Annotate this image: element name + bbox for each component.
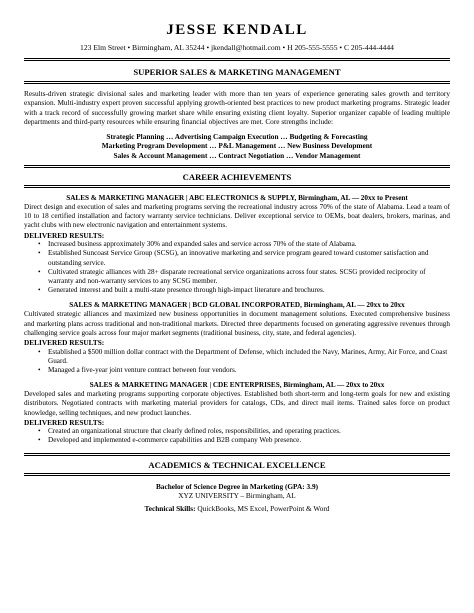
- result-item: • Developed and implemented e-commerce capabilities and B2B company Web presence.: [38, 436, 302, 445]
- career-title-divider: [24, 185, 450, 188]
- result-item: • Cultivated strategic alliances with 28+ disparate recreational service organizations across four states. SCSG provided reciprocity of warranty and non-warranty services to any SCSG member.: [38, 267, 426, 285]
- education-divider: [24, 453, 450, 456]
- header-divider: [24, 58, 450, 61]
- bullet-icon: •: [38, 365, 41, 374]
- degree: Bachelor of Science Degree in Marketing (GPA: 3.9): [155, 481, 319, 491]
- result-item: • Created an organizational structure that clearly defined roles, responsibilities, and operating practices.: [38, 427, 341, 436]
- results-label: DELIVERED RESULTS:: [24, 417, 105, 427]
- career-divider: [24, 165, 450, 168]
- school: XYZ UNIVERSITY – Birmingham, AL: [178, 491, 296, 501]
- job-description: Cultivated strategic alliances and maximized new business opportunities in document management solutions. Executed comprehensive business and marketing plans across traditional and non-traditional markets. Directed three departments focused on generating aggressive revenues through challenging service goals across four major market segments (traditional business, city, state, and federal agencies).: [24, 310, 450, 337]
- job-description: Direct design and execution of sales and marketing programs serving the recreational industry across 70% of the state of Alabama. Lead a team of 10 to 18 certified installation and factory warranty service technicians. Deliver exceptional service to OEMs, boat dealers, brokers, marinas, and yacht clubs with new electronic navigation and entertainment systems.: [24, 203, 450, 230]
- technical-skills: [24, 504, 450, 514]
- technical-skills-label: Technical Skills:: [144, 504, 196, 514]
- core-strengths: [24, 132, 450, 160]
- education-title-divider: [24, 473, 450, 476]
- results-list: [24, 240, 450, 295]
- bullet-icon: •: [38, 427, 41, 436]
- candidate-name: JESSE KENDALL: [166, 22, 308, 38]
- education-block: [24, 482, 450, 501]
- job-heading: SALES & MARKETING MANAGER | BCD GLOBAL INCORPORATED, Birmingham, AL — 20xx to 20xx: [69, 301, 405, 310]
- strength-line: Strategic Planning … Advertising Campaign Execution … Budgeting & Forecasting: [106, 132, 368, 142]
- results-label: DELIVERED RESULTS:: [24, 338, 105, 348]
- results-list: [24, 427, 450, 445]
- bullet-icon: •: [38, 267, 41, 276]
- results-list: [24, 348, 450, 376]
- job-entry: [24, 300, 450, 375]
- bullet-icon: •: [38, 249, 41, 258]
- result-item: • Managed a five-year joint venture contract between four vendors.: [38, 365, 237, 374]
- job-entry: [24, 193, 450, 295]
- result-item: • Established a $500 million dollar contract with the Department of Defense, which included the Navy, Marines, Army, Air Force, and Coast Guard.: [38, 347, 448, 365]
- bullet-icon: •: [38, 347, 41, 356]
- job-heading: SALES & MARKETING MANAGER | ABC ELECTRONICS & SUPPLY, Birmingham, AL — 20xx to Present: [66, 194, 408, 203]
- bullet-icon: •: [38, 286, 41, 295]
- bullet-icon: •: [38, 436, 41, 445]
- job-description: Developed sales and marketing programs supporting corporate objectives. Established both short-term and long-term goals for new and existing distributors. Negotiated contracts with marketing material providers for catalogs, CDs, and direct mail items. Trained sales force on product knowledge, selling techniques, and new product launches.: [24, 390, 450, 417]
- job-entry: [24, 380, 450, 446]
- career-title: CAREER ACHIEVEMENTS: [182, 172, 292, 183]
- bullet-icon: •: [38, 240, 41, 249]
- results-label: DELIVERED RESULTS:: [24, 230, 105, 240]
- summary-title: SUPERIOR SALES & MARKETING MANAGEMENT: [133, 67, 341, 77]
- education-title: ACADEMICS & TECHNICAL EXCELLENCE: [148, 459, 326, 470]
- strength-line: Sales & Account Management … Contract Negotiation … Vendor Management: [113, 150, 361, 160]
- job-heading: SALES & MARKETING MANAGER | CDE ENTERPRISES, Birmingham, AL — 20xx to 20xx: [89, 381, 385, 390]
- result-item: • Generated interest and built a multi-state presence through high-impact literature and brochures.: [38, 286, 325, 295]
- summary-title-divider: [24, 81, 450, 84]
- summary-text: Results-driven strategic divisional sales and marketing leader with more than ten years of experience generating sales growth and territory expansion. Multi-industry expert proven successful applying growth-oriented best practices to new product marketing programs. Strategic leader with a track record of successfully growing market share while ensuring existing client loyalty. Superior organizer capable of leading multiple departments and third-party resources while ensuring financial objectives are met. Core strengths include:: [24, 89, 450, 126]
- result-item: • Increased business approximately 30% and expanded sales and service across 70% of the state of Alabama.: [38, 240, 357, 249]
- strength-line: Marketing Program Development … P&L Management … New Business Development: [101, 141, 373, 151]
- result-item: • Established Suncoast Service Group (SCSG), an innovative marketing and service program geared toward customer satisfaction and outstanding service.: [38, 249, 429, 267]
- contact-line: 123 Elm Street • Birmingham, AL 35244 • jkendall@hotmail.com • H 205-555-5555 • C 205-444-4444: [80, 43, 394, 52]
- technical-skills-value: QuickBooks, MS Excel, PowerPoint & Word: [197, 504, 330, 514]
